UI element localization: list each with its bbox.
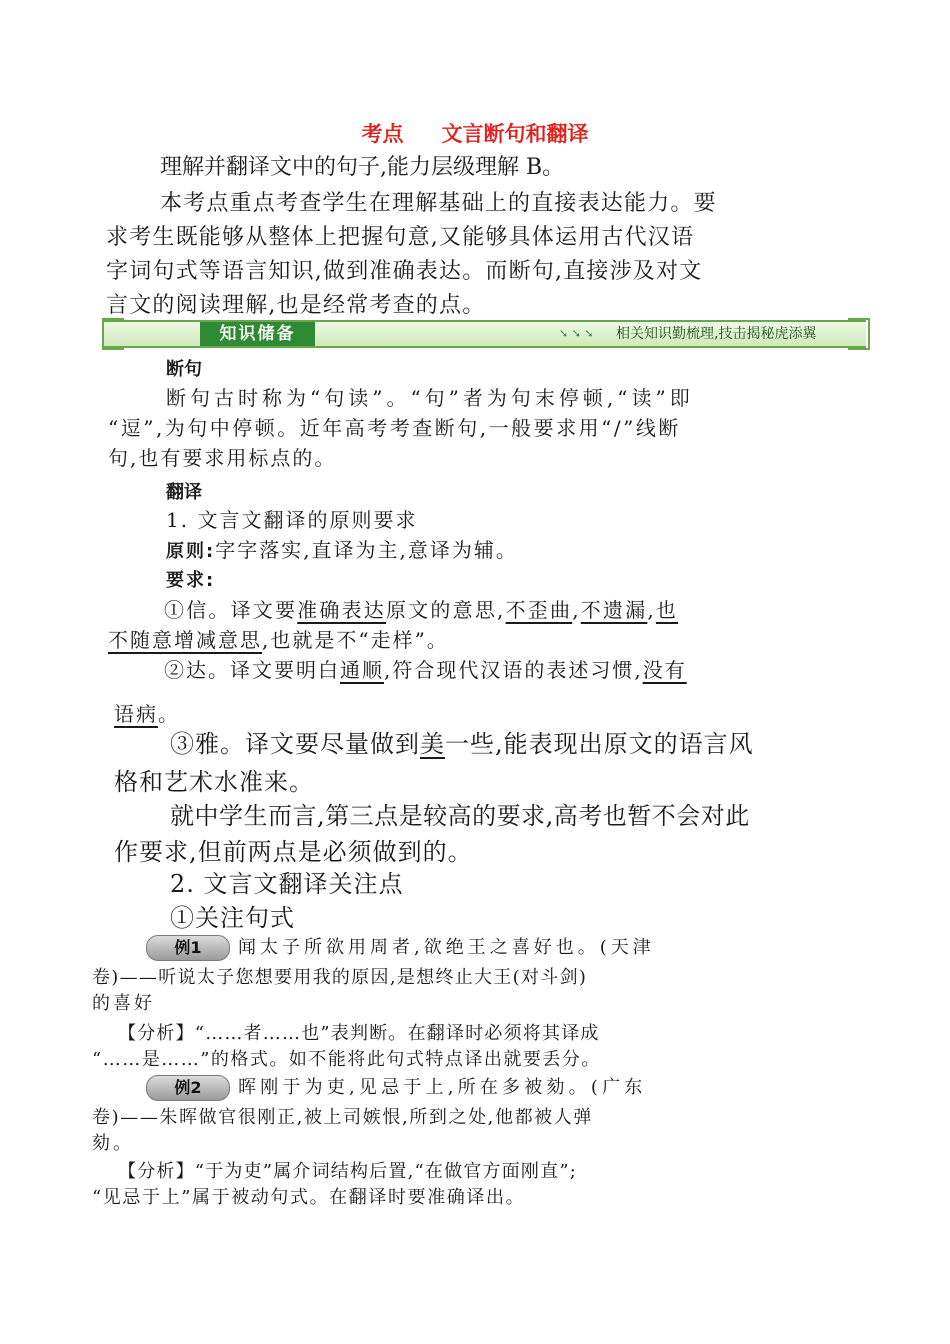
- example-1-text: 闻太子所欲用周者,欲绝王之喜好也。(天津: [238, 937, 655, 958]
- example-1-line-3: 的喜好: [92, 993, 155, 1014]
- xin-underline-1: 准确表达: [297, 598, 387, 622]
- xin-text-d: ,: [647, 598, 656, 622]
- example-2-line-3: 劾。: [92, 1133, 134, 1154]
- focus-sentence-pattern: ①关注句式: [170, 904, 295, 932]
- example-1-analysis-1: 【分析】“……者……也”表判断。在翻译时必须将其译成: [118, 1023, 600, 1044]
- principle-line: [166, 534, 518, 568]
- da-text-b: ,符合现代汉语的表述习惯,: [384, 658, 643, 682]
- banner-tag: 知识储备: [200, 322, 315, 346]
- title-kaodian: 考点: [361, 122, 404, 146]
- da-text-a: ②达。译文要明白: [164, 658, 340, 682]
- example-2-analysis-2: “见忌于上”属于被动句式。在翻译时要准确译出。: [92, 1187, 526, 1208]
- section-banner: [104, 320, 866, 348]
- example-1-analysis-2: “……是……”的格式。如不能将此句式特点译出就要丢分。: [92, 1049, 601, 1070]
- intro-line-1: 理解并翻译文中的句子,能力层级理解 B。: [160, 155, 565, 180]
- example-2-line-1: [146, 1074, 646, 1101]
- banner-slogan: 相关知识勤梳理,技击揭秘虎添翼: [616, 326, 817, 342]
- xin-underline-3: 不遗漏: [580, 598, 648, 622]
- da-underline-1: 通顺: [340, 658, 384, 682]
- fanyi-subheading-1: 1. 文言文翻译的原则要求: [166, 508, 418, 532]
- corner-ornament-right: [848, 318, 870, 350]
- da-underline-3: 语病: [114, 702, 158, 726]
- xin-line-2: [108, 624, 449, 656]
- ya-text-b: 一些,能表现出原文的语言风: [445, 730, 754, 758]
- heading-fanyi: 翻译: [166, 482, 202, 503]
- ya-line-2: 格和艺术水准来。: [114, 768, 314, 796]
- duanju-line-1: 断句古时称为“句读”。“句”者为句末停顿,“读”即: [166, 386, 694, 410]
- heading-duanju: 断句: [166, 359, 202, 380]
- conclusion-line-1: 就中学生而言,第三点是较高的要求,高考也暂不会对此: [170, 802, 750, 830]
- example-2-line-2: 卷)——朱晖做官很刚正,被上司嫉恨,所到之处,他都被人弹: [92, 1107, 593, 1128]
- page-title: [0, 118, 950, 148]
- xin-text-e: ,也就是不“走样”。: [262, 628, 449, 652]
- principle-text: 字字落实,直译为主,意译为辅。: [215, 538, 518, 562]
- xin-text-b: 原文的意思,: [386, 598, 506, 622]
- xin-line-1: [164, 594, 678, 626]
- fanyi-subheading-2: 2. 文言文翻译关注点: [170, 870, 404, 898]
- xin-text-c: ,: [572, 598, 581, 622]
- xin-underline-4: 也: [655, 598, 679, 622]
- principle-label: 原则:: [166, 541, 216, 562]
- example-2-analysis-1: 【分析】“于为吏”属介词结构后置,“在做官方面刚直”;: [118, 1161, 577, 1182]
- intro-line-4: 字词句式等语言知识,做到准确表达。而断句,直接涉及对文: [106, 259, 703, 284]
- example-1-badge: 例1: [146, 935, 230, 961]
- duanju-line-3: 句,也有要求用标点的。: [108, 446, 337, 470]
- xin-underline-5: 不随意增减意思: [108, 628, 262, 652]
- example-1-line-2: 卷)——听说太子您想要用我的原因,是想终止大王(对斗剑): [92, 967, 588, 988]
- da-line-1: [164, 654, 687, 686]
- ya-line-1: [170, 726, 754, 762]
- conclusion-line-2: 作要求,但前两点是必须做到的。: [114, 838, 473, 866]
- arrows-icon: ➘ ➘ ➘: [559, 327, 594, 340]
- intro-line-2: 本考点重点考查学生在理解基础上的直接表达能力。要: [160, 191, 717, 216]
- title-topic: 文言断句和翻译: [441, 122, 589, 146]
- corner-ornament-left: [102, 318, 124, 350]
- intro-line-3: 求考生既能够从整体上把握句意,又能够具体运用古代汉语: [106, 225, 695, 250]
- example-2-badge: 例2: [146, 1075, 230, 1101]
- ya-underline: 美: [420, 730, 445, 758]
- duanju-line-2: “逗”,为句中停顿。近年高考考查断句,一般要求用“/”线断: [108, 416, 681, 440]
- da-underline-2: 没有: [642, 658, 687, 682]
- example-2-text: 晖刚于为吏,见忌于上,所在多被劾。(广东: [238, 1077, 647, 1098]
- da-text-c: 。: [158, 702, 180, 726]
- intro-line-5: 言文的阅读理解,也是经常考查的点。: [106, 293, 486, 318]
- xin-text-a: ①信。译文要: [164, 598, 298, 622]
- requirement-label: 要求:: [166, 570, 216, 591]
- ya-text-a: ③雅。译文要尽量做到: [170, 730, 420, 758]
- example-1-line-1: [146, 934, 655, 961]
- xin-underline-2: 不歪曲: [505, 598, 573, 622]
